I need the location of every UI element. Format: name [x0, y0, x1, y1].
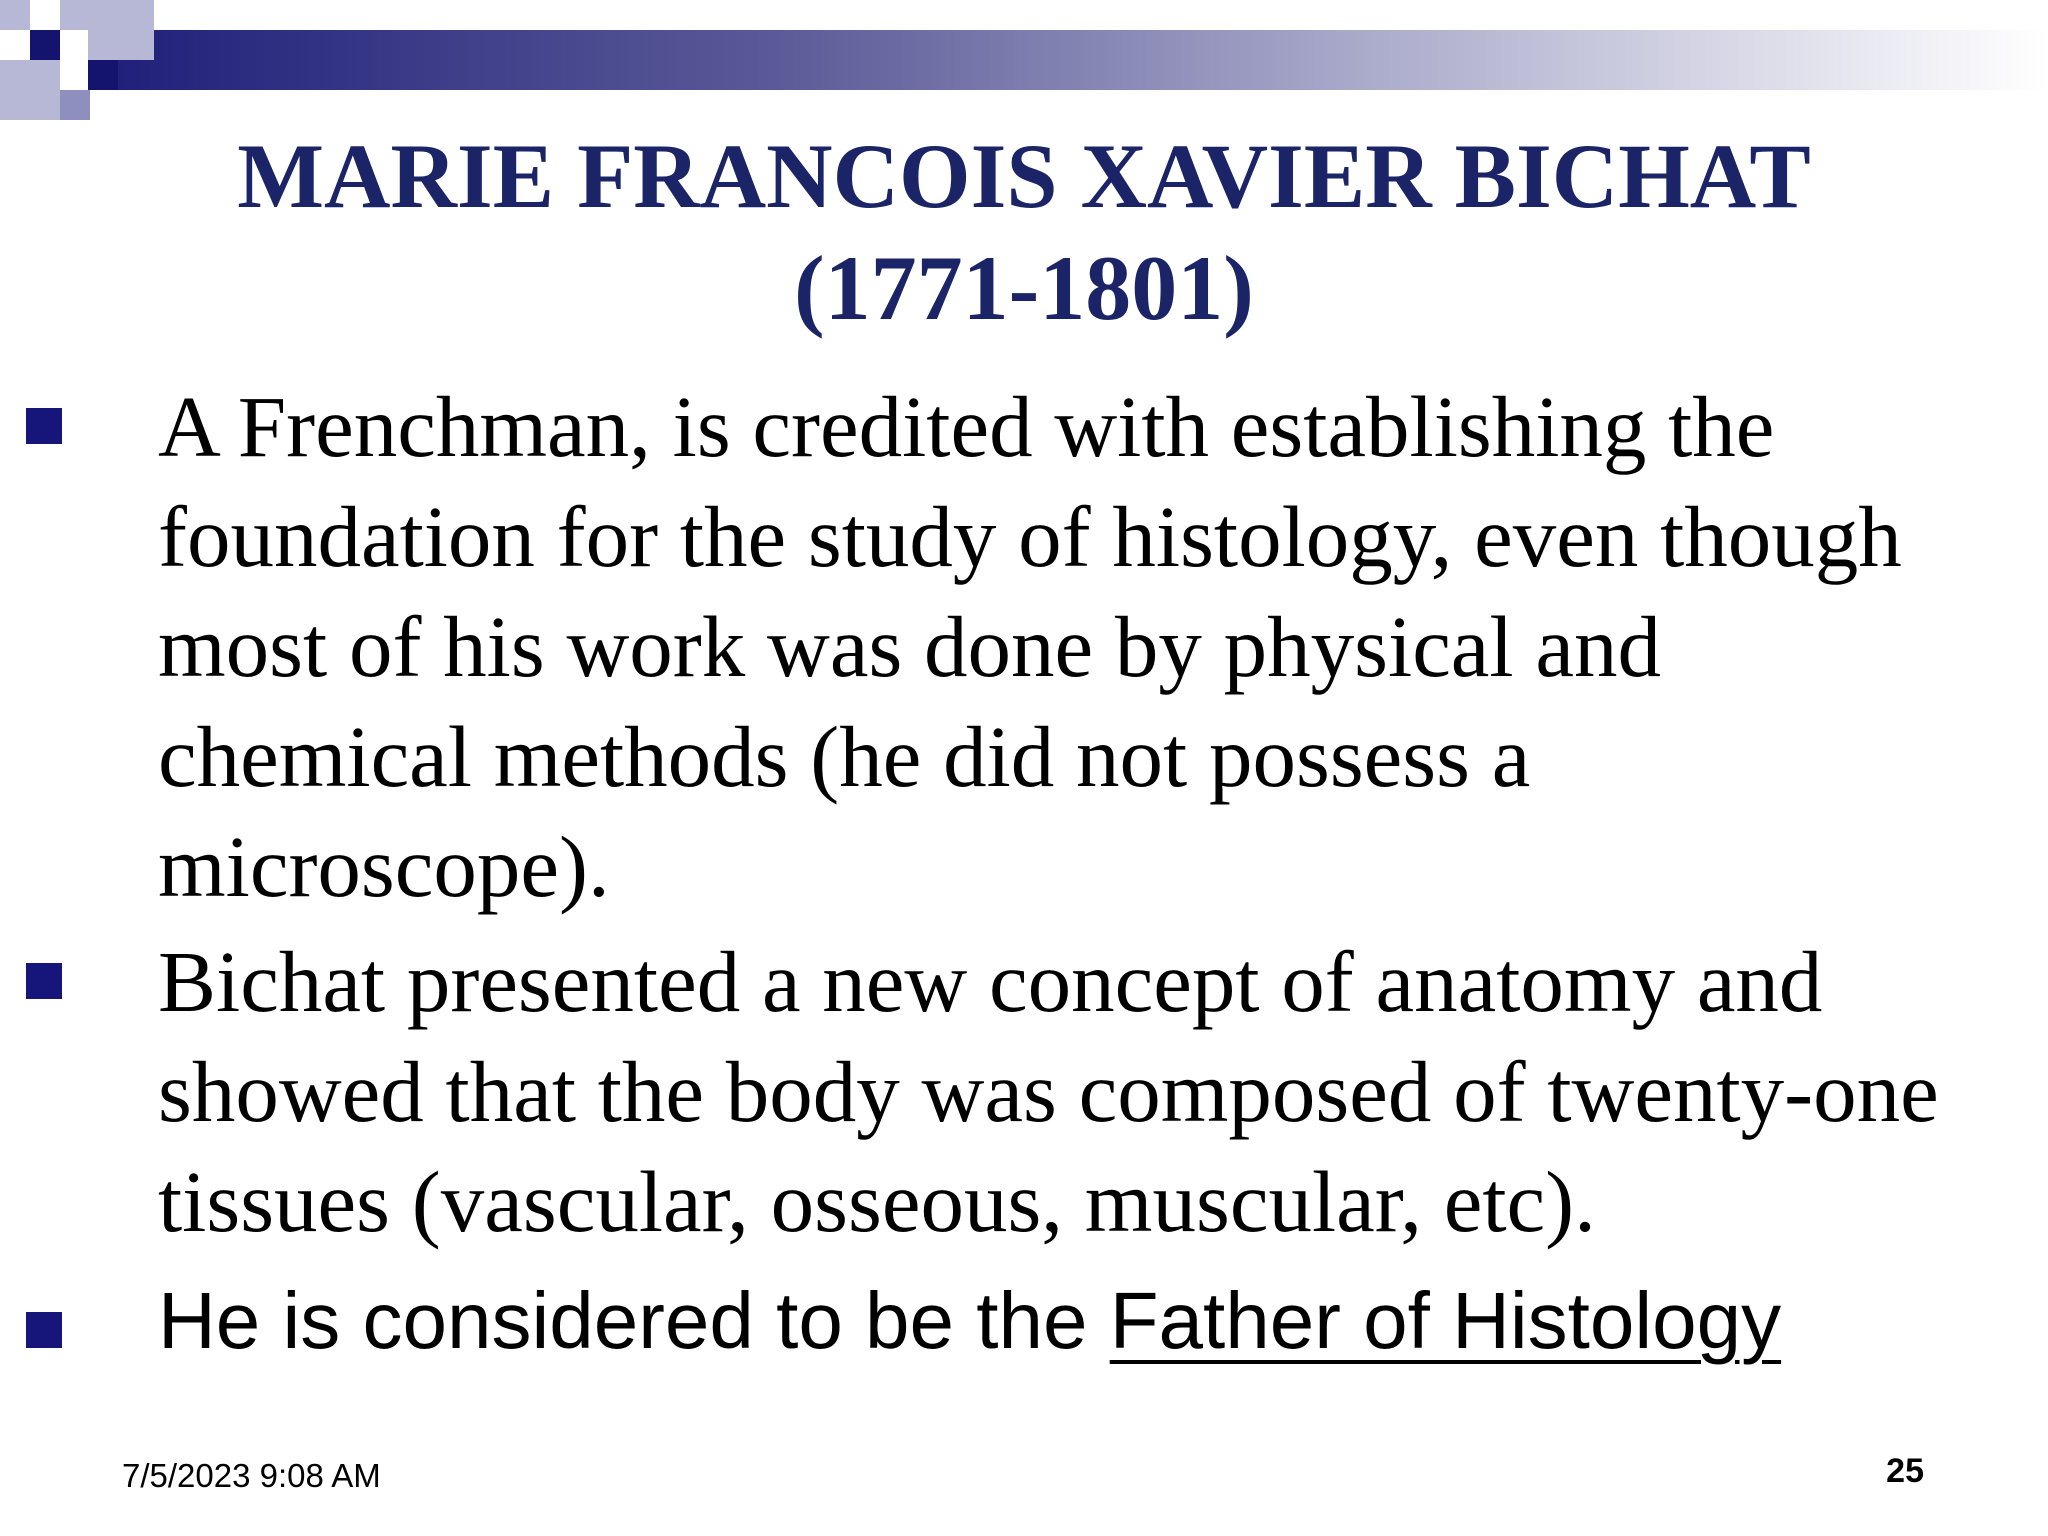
bullet-text: Bichat presented a new concept of anatomy and showed that the body was composed of twenty-one tissues (vascular, osseous, muscular, etc). [158, 933, 1939, 1250]
title-years: (1771-1801) [794, 237, 1254, 339]
corner-square-decoration [0, 0, 30, 30]
corner-square-decoration [60, 90, 90, 120]
corner-square-decoration [90, 0, 154, 30]
slide-title [0, 120, 2048, 344]
corner-square-decoration [88, 30, 154, 60]
bullet-text [158, 1266, 1988, 1376]
square-bullet-icon [26, 408, 62, 444]
square-bullet-icon [26, 963, 62, 999]
corner-square-decoration [0, 60, 60, 120]
header-gradient-bar [88, 30, 2048, 90]
slide-date: 7/5/2023 9:08 AM [122, 1457, 381, 1494]
title-name: MARIE FRANCOIS XAVIER BICHAT [237, 125, 1811, 227]
bullet-text: A Frenchman, is credited with establishing the foundation for the study of histology, even though most of his work was done by physical and chemical methods (he did not possess a microscope). [158, 378, 1902, 915]
bullet-prefix: He is considered to be the [158, 1276, 1110, 1365]
page-number: 25 [1886, 1452, 1924, 1490]
corner-square-decoration [88, 60, 118, 90]
father-of-histology-link[interactable]: Father of Histology [1109, 1276, 1782, 1365]
corner-square-decoration [60, 0, 90, 30]
corner-square-decoration [30, 30, 60, 60]
square-bullet-icon [26, 1312, 62, 1348]
